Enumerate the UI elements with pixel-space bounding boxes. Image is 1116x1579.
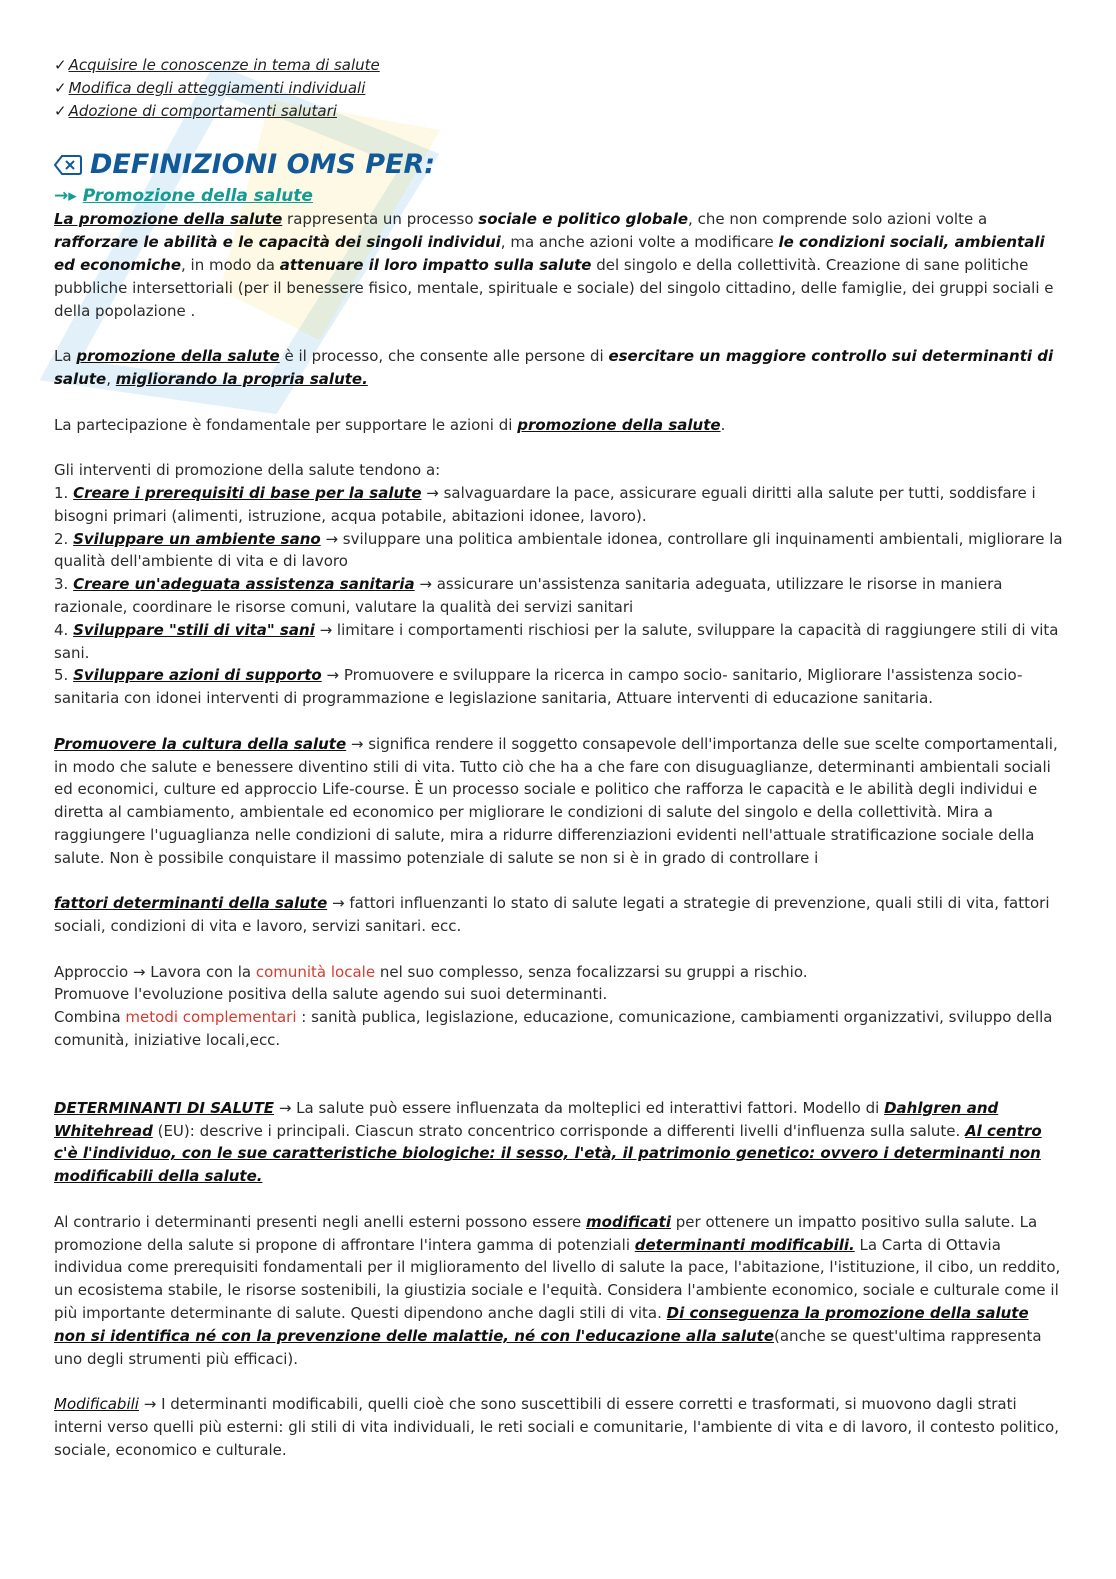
list-item: 4. Sviluppare "stili di vita" sani → limitare i comportamenti rischiosi per la salute, sviluppare la capacità di raggiungere stili di vita sani.: [54, 620, 1059, 662]
paragraph-processo: La promozione della salute è il processo, che consente alle persone di esercitare un maggiore controllo sui determinanti di salute, migliorando la propria salute.: [54, 347, 1054, 388]
list-item: 2. Sviluppare un ambiente sano → sviluppare una politica ambientale idonea, controllare gli inquinamenti ambientali, migliorare la qualità dell'ambiente di vita e di lavoro: [54, 529, 1063, 571]
paragraph-modificabili: Modificabili → I determinanti modificabili, quelli cioè che sono suscettibili di essere corretti e trasformati, si muovono dagli strati interni verso quelli più esterni: gli stili di vita individuali, le reti sociali e comunitarie, l'ambiente di vita e di lavoro, il contesto politico, sociale, economico e culturale.: [54, 1395, 1059, 1459]
section-heading: [54, 148, 1064, 182]
paragraph-fattori: fattori determinanti della salute → fattori influenzanti lo stato di salute legati a strategie di prevenzione, quali stili di vita, fattori sociali, condizioni di vita e lavoro, servizi sanitari. ecc.: [54, 894, 1050, 936]
checklist-item: ✓ Adozione di comportamenti salutari: [54, 100, 1064, 123]
list-item: 1. Creare i prerequisiti di base per la salute → salvaguardare la pace, assicurare eguali diritti alla salute per tutti, soddisfare i bisogni primari (alimenti, istruzione, acqua potabile, abitazioni idonee, lavoro).: [54, 483, 1036, 525]
interventions-intro: Gli interventi di promozione della salute tendono a:: [54, 461, 441, 480]
paragraph-determinanti: DETERMINANTI DI SALUTE → La salute può essere influenzata da molteplici ed interattivi fattori. Modello di Dahlgren and Whitehread (EU): descrive i principali. Ciascun strato concentrico corrisponde a differenti livelli d'influenza sulla salute. Al centro c'è l'individuo, con le sue caratteristiche biologiche: il sesso, l'età, il patrimonio genetico: ovvero i determinanti non modificabili della salute.: [54, 1098, 1042, 1186]
paragraph-combina: Combina metodi complementari : sanità publica, legislazione, educazione, comunicazione, cambiamenti organizzativi, sviluppo della comunità, iniziative locali,ecc.: [54, 1008, 1053, 1050]
paragraph-promozione: La promozione della salute rappresenta un processo sociale e politico globale, che non comprende solo azioni volte a rafforzare le abilità e le capacità dei singoli individui, ma anche azioni volte a modificare le condizioni sociali, ambientali ed economiche, in modo da attenuare il loro impatto sulla salute del singolo e della collettività. Creazione di sane politiche pubbliche intersettoriali (per il benessere fisico, mentale, spirituale e sociale) del singolo cittadino, delle famiglie, dei gruppi sociali e della popolazione .: [54, 210, 1054, 320]
paragraph-cultura: Promuovere la cultura della salute → significa rendere il soggetto consapevole dell'importanza delle sue scelte comportamentali, in modo che salute e benessere diventino stili di vita. Tutto ciò che ha a che fare con disuguaglianze, determinanti ambientali sociali ed economici, culture ed approccio Life-course. È un processo sociale e politico che rafforza le capacità e le abilità degli individui e diretta al cambiamento, ambientale ed economico per migliorare le condizioni di salute del singolo e della collettività. Mira a raggiungere l'uguaglianza nelle condizioni di salute, mira a ridurre differenziazioni evidenti nell'attuale stratificazione sociale della salute. Non è possibile conquistare il massimo potenziale di salute se non si è in grado di controllare i: [54, 734, 1058, 867]
checklist: [54, 54, 1064, 122]
checklist-item: ✓ Modifica degli atteggiamenti individuali: [54, 77, 1064, 100]
document-page: [54, 54, 1064, 1462]
arrow-icon: →▸: [54, 186, 77, 207]
list-item: 3. Creare un'adeguata assistenza sanitaria → assicurare un'assistenza sanitaria adeguata, utilizzare le risorse in maniera razionale, coordinare le risorse comuni, valutare la qualità dei servizi sanitari: [54, 575, 1003, 616]
paragraph-partecipazione: La partecipazione è fondamentale per supportare le azioni di promozione della salute.: [54, 415, 726, 434]
paragraph-modificati: Al contrario i determinanti presenti negli anelli esterni possono essere modificati per ottenere un impatto positivo sulla salute. La promozione della salute si propone di affrontare l'intera gamma di potenziali determinanti modificabili. La Carta di Ottavia individua come prerequisiti fondamentali per il miglioramento del livello di salute la pace, l'abitazione, l'istituzione, il cibo, un reddito, un ecosistema stabile, le risorse sostenibili, la giustizia sociale e l'equità. Considera l'ambiente economico, sociale e culturale come il più importante determinante di salute. Questi dipendono anche dagli stili di vita. Di conseguenza la promozione della salute non si identifica né con la prevenzione delle malattie, né con l'educazione alla salute(anche se quest'ultima rappresenta uno degli strumenti più efficaci).: [54, 1212, 1061, 1368]
check-icon: ✓: [54, 101, 67, 120]
checklist-item: ✓ Acquisire le conoscenze in tema di salute: [54, 54, 1064, 77]
subheading: [54, 184, 1064, 208]
check-icon: ✓: [54, 78, 67, 97]
check-icon: ✓: [54, 56, 67, 74]
heading-text: DEFINIZIONI OMS PER:: [90, 149, 436, 181]
subheading-text: Promozione della salute: [82, 186, 313, 207]
clear-key-icon: [54, 154, 82, 176]
paragraph-approccio: Approccio → Lavora con la comunità locale nel suo complesso, senza focalizzarsi su gruppi a rischio.: [54, 962, 808, 981]
list-item: 5. Sviluppare azioni di supporto → Promuovere e sviluppare la ricerca in campo socio- sanitario, Migliorare l'assistenza socio-sanitaria con idonei interventi di programmazione e legislazione sanitaria, Attuare interventi di educazione sanitaria.: [54, 666, 1023, 708]
paragraph-promuove: Promuove l'evoluzione positiva della salute agendo sui suoi determinanti.: [54, 985, 608, 1004]
